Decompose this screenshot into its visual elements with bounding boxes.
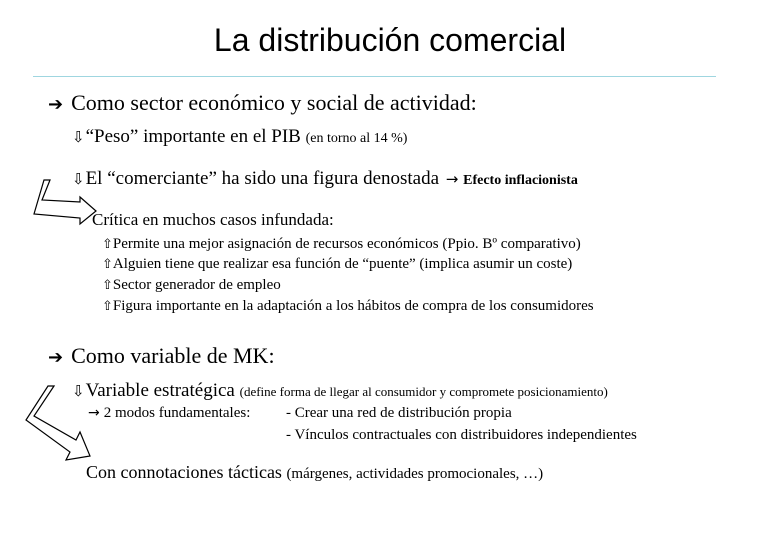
up-arrow-icon: ⇧: [102, 257, 113, 272]
bold-right-arrow-icon: ➔: [48, 347, 64, 368]
variable-note: (define forma de llegar al consumidor y compromete posicionamiento): [239, 384, 608, 399]
peso-row: [72, 126, 407, 148]
bold-right-arrow-icon: ➔: [48, 94, 64, 115]
modo-item: - Vínculos contractuales con distribuidores independientes: [286, 427, 637, 443]
section2-heading: Como variable de MK:: [71, 343, 275, 368]
critica-text: Crítica en muchos casos infundada:: [92, 210, 334, 229]
comerciante-text: El “comerciante” ha sido una figura denostada: [85, 168, 440, 189]
right-arrow-icon: →: [445, 170, 459, 188]
tacticas-row: [86, 462, 543, 483]
modo-item: - Crear una red de distribución propia: [286, 405, 512, 421]
section1-heading: Como sector económico y social de actividad:: [71, 90, 477, 115]
tacticas-text: Con connotaciones tácticas: [86, 462, 282, 482]
comerciante-row: [72, 168, 578, 190]
up-arrow-icon: ⇧: [102, 278, 113, 293]
modos-row: [88, 405, 250, 422]
bent-arrow-icon: [24, 384, 104, 466]
bullet-item: ⇧Figura importante en la adaptación a los hábitos de compra de los consumidores: [102, 298, 594, 314]
peso-note: (en torno al 14 %): [305, 131, 408, 146]
down-arrow-icon: ⇩: [72, 382, 85, 400]
bullet-item: ⇧Permite una mejor asignación de recursos económicos (Ppio. Bº comparativo): [102, 236, 581, 252]
right-arrow-icon: →: [88, 405, 100, 421]
title-divider: [33, 76, 716, 77]
modos-label: 2 modos fundamentales:: [103, 405, 251, 421]
comerciante-note: Efecto inflacionista: [463, 173, 578, 188]
bullet-item: ⇧Alguien tiene que realizar esa función de “puente” (implica asumir un coste): [102, 256, 573, 272]
down-arrow-icon: ⇩: [72, 128, 85, 146]
bullet-item: ⇧Sector generador de empleo: [102, 277, 281, 293]
up-arrow-icon: ⇧: [102, 237, 113, 252]
peso-text: “Peso” importante en el PIB: [85, 126, 301, 147]
variable-text: Variable estratégica: [85, 380, 235, 401]
down-arrow-icon: ⇩: [72, 170, 85, 188]
up-arrow-icon: ⇧: [102, 299, 113, 314]
page-title: La distribución comercial: [213, 22, 567, 58]
section2-heading-row: [48, 343, 275, 369]
variable-row: [72, 380, 608, 402]
tacticas-note: (márgenes, actividades promocionales, …): [286, 466, 544, 482]
section1-heading-row: [48, 90, 477, 116]
